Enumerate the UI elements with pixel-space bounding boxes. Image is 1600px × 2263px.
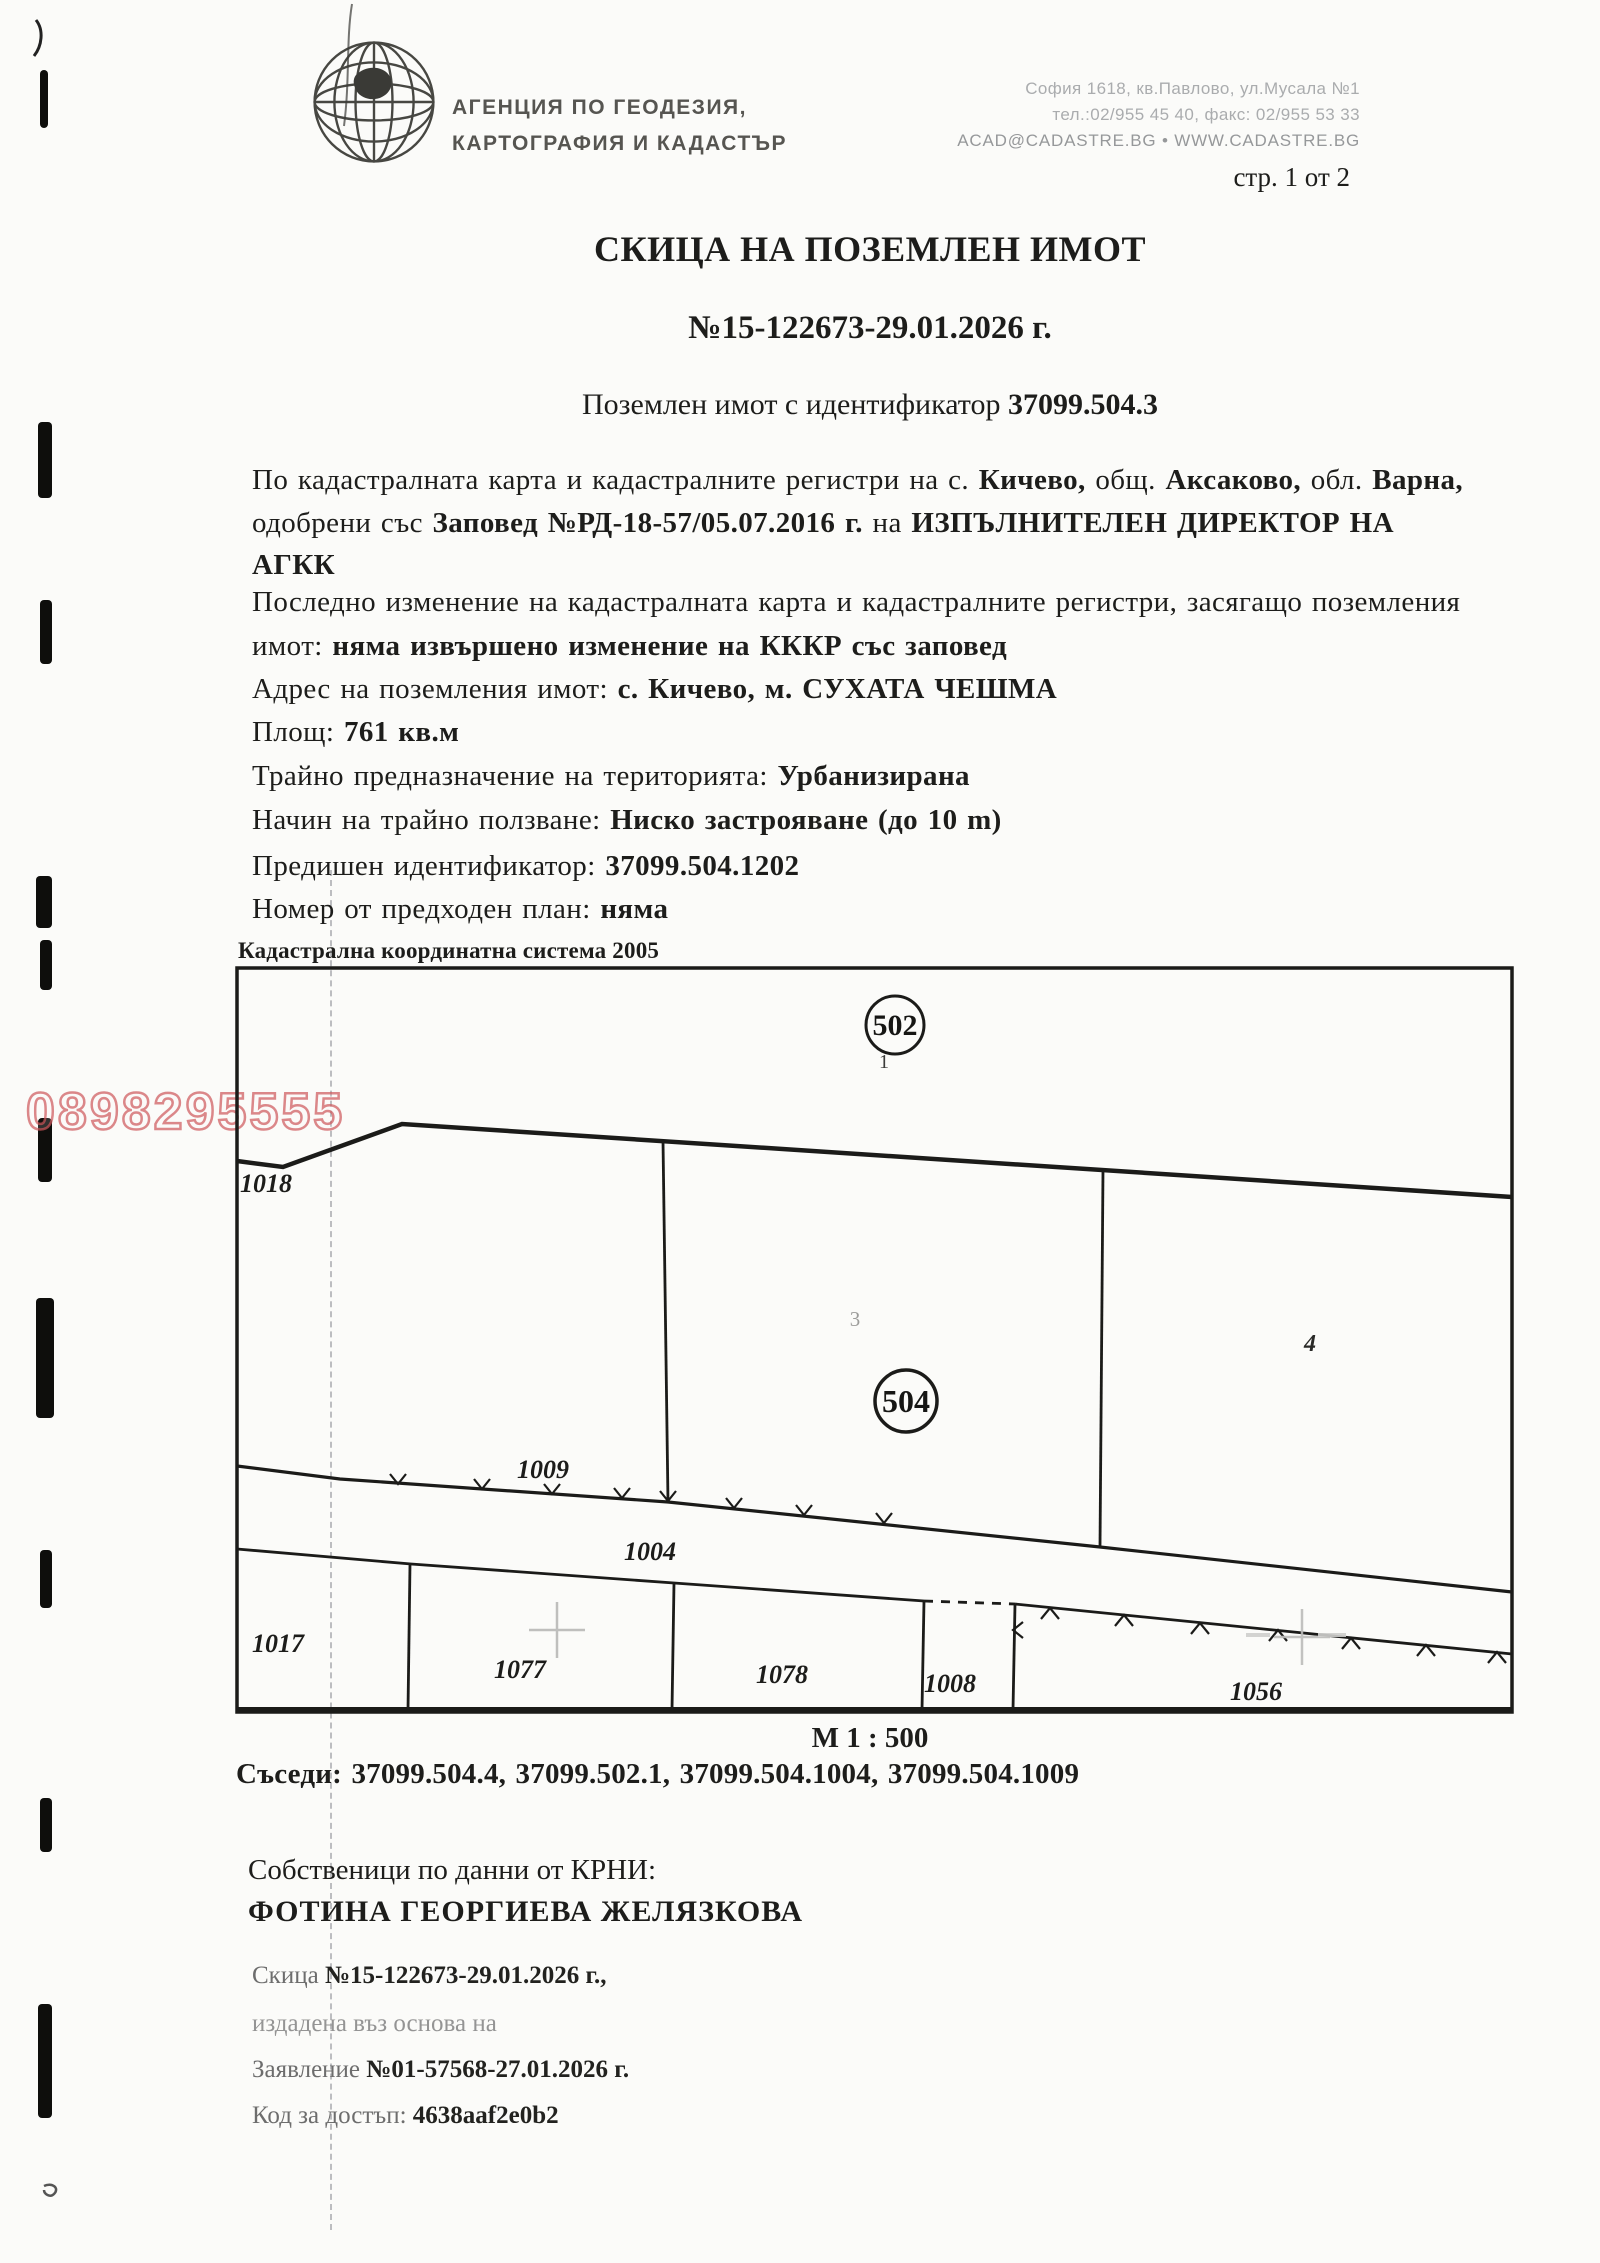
scan-artifact-bar — [36, 1298, 54, 1418]
road-south-edge-dashed — [924, 1601, 1015, 1604]
parcel-504-right-boundary — [1100, 1170, 1103, 1547]
grid-cross — [1246, 1609, 1346, 1665]
boundary-1077-1078 — [672, 1583, 674, 1710]
territory-purpose-value: Урбанизирана — [777, 760, 970, 792]
boundary-1008-right — [1013, 1604, 1015, 1710]
footer-issued-line: издадена въз основа на — [252, 2010, 497, 2037]
body-line-10: Предишен идентификатор: 37099.504.1202 — [252, 850, 800, 882]
document-subtitle — [252, 388, 1488, 422]
parcel-label-1018: 1018 — [240, 1169, 292, 1198]
map-frame — [237, 968, 1512, 1712]
scan-artifact-bar — [40, 70, 48, 128]
region-name: Варна, — [1372, 464, 1464, 496]
previous-identifier-value: 37099.504.1202 — [605, 850, 800, 882]
agency-abbreviation: АГКК — [252, 549, 336, 581]
phone-watermark: 0898295555 — [26, 1083, 346, 1141]
map-coordinate-system-caption: Кадастрална координатна система 2005 — [238, 938, 660, 963]
scan-mark-bottomleft — [40, 2180, 70, 2210]
body-line-8: Трайно предназначение на територията: Урбанизирана — [252, 760, 970, 792]
scan-artifact-bar — [40, 1798, 52, 1852]
parcel-label-1056: 1056 — [1230, 1677, 1282, 1706]
scan-squiggle — [330, 0, 370, 130]
body-line-6: Адрес на поземления имот: с. Кичево, м. СУХАТА ЧЕШМА — [252, 673, 1058, 705]
body-line-5: имот: няма извършено изменение на КККР със заповед — [252, 630, 1008, 662]
parcel-label-1077: 1077 — [494, 1655, 546, 1684]
globe-icon — [308, 36, 440, 168]
usage-type-value: Ниско застрояване (до 10 m) — [610, 804, 1002, 836]
municipality-name: Аксаково, — [1165, 464, 1302, 496]
property-address-value: с. Кичево, м. СУХАТА ЧЕШМА — [617, 673, 1058, 705]
road-north-edge — [237, 1466, 1512, 1592]
address-line1: София 1618, кв.Павлово, ул.Мусала №1 — [1025, 79, 1360, 98]
parcel-label-1009: 1009 — [517, 1455, 569, 1484]
neighbors-line — [236, 1758, 1079, 1791]
fence-ticks-south — [1041, 1608, 1506, 1663]
agency-name-line2: КАРТОГРАФИЯ И КАДАСТЪР — [452, 132, 788, 155]
parcel-label-1008: 1008 — [924, 1669, 976, 1698]
parcel-label-1004: 1004 — [624, 1537, 676, 1566]
scan-artifact-bar — [40, 1550, 52, 1608]
circle-502-label: 502 — [872, 1009, 918, 1042]
north-boundary-line — [237, 1124, 1512, 1197]
order-number: Заповед №РД-18-57/05.07.2016 г. — [432, 507, 863, 539]
grid-cross — [529, 1602, 585, 1658]
road-south-edge-east — [1015, 1604, 1512, 1654]
address-line3: ACAD@CADASTRE.BG • WWW.CADASTRE.BG — [957, 131, 1360, 150]
document-number: №15-122673-29.01.2026 г. — [688, 310, 1052, 346]
application-number: №01-57568-27.01.2026 г. — [366, 2056, 630, 2083]
village-name: Кичево, — [978, 464, 1086, 496]
property-identifier: 37099.504.3 — [1007, 388, 1158, 421]
body-line-1: По кадастралната карта и кадастралните регистри на с. Кичево, общ. Аксаково, обл. Варна, — [252, 464, 1464, 496]
scan-artifact-bar — [38, 422, 52, 498]
parcel-label-1017: 1017 — [252, 1629, 304, 1658]
sketch-number: №15-122673-29.01.2026 г., — [324, 1962, 607, 1989]
map-scale: М 1 : 500 — [811, 1722, 929, 1754]
body-line-9: Начин на трайно ползване: Ниско застрояване (до 10 m) — [252, 804, 1002, 836]
parcel-504-left-boundary — [663, 1141, 668, 1502]
previous-plan-value: няма — [600, 893, 669, 925]
parcel-label-1078: 1078 — [756, 1660, 808, 1689]
agency-address-block — [940, 76, 1360, 154]
body-line-7: Площ: 761 кв.м — [252, 716, 460, 748]
page-indicator: стр. 1 от 2 — [1233, 162, 1350, 192]
neighbors-label: Съседи: — [236, 1758, 352, 1790]
body-line-4: Последно изменение на кадастралната карта и кадастралните регистри, засягащо поземления — [252, 586, 1461, 618]
road-south-edge — [237, 1549, 924, 1601]
owners-heading: Собственици по данни от КРНИ: — [248, 1854, 657, 1886]
owner-name: ФОТИНА ГЕОРГИЕВА ЖЕЛЯЗКОВА — [248, 1895, 804, 1928]
circle-504-label: 504 — [882, 1383, 930, 1419]
area-value: 761 кв.м — [343, 716, 460, 748]
agency-name-line1: АГЕНЦИЯ ПО ГЕОДЕЗИЯ, — [452, 96, 747, 119]
document-title: СКИЦА НА ПОЗЕМЛЕН ИМОТ — [594, 229, 1146, 269]
address-line2: тел.:02/955 45 40, факс: 02/955 53 33 — [1052, 105, 1360, 124]
scan-artifact-bar — [36, 876, 52, 928]
agency-logo — [308, 36, 440, 173]
boundary-1017-1077 — [408, 1564, 410, 1710]
access-code: 4638aaf2e0b2 — [412, 2102, 559, 2129]
circle-502-sub-label: 1 — [879, 1051, 889, 1073]
cadastral-map — [150, 940, 1540, 1740]
neighbors-value: 37099.504.4, 37099.502.1, 37099.504.1004, 37099.504.1009 — [351, 1758, 1080, 1790]
footer-application-line: Заявление №01-57568-27.01.2026 г. — [252, 2056, 630, 2083]
scan-artifact-bar — [40, 940, 52, 990]
body-line-2: одобрени със Заповед №РД-18-57/05.07.2016 г. на ИЗПЪЛНИТЕЛЕН ДИРЕКТОР НА — [252, 507, 1394, 539]
last-change-value: няма извършено изменение на КККР със заповед — [332, 630, 1008, 662]
footer-sketch-line: Скица №15-122673-29.01.2026 г., — [252, 1962, 607, 1989]
body-line-11: Номер от предходен план: няма — [252, 893, 669, 925]
body-line-3 — [252, 549, 335, 582]
footer-access-code-line: Код за достъп: 4638aaf2e0b2 — [252, 2102, 559, 2129]
scan-artifact-bar — [38, 2004, 52, 2118]
scan-mark-topleft — [28, 18, 58, 58]
scan-artifact-bar — [40, 600, 52, 664]
parcel-3-label: 3 — [849, 1307, 861, 1331]
parcel-4-label: 4 — [1304, 1331, 1316, 1357]
fence-ticks-north — [390, 1474, 892, 1523]
subtitle-prefix: Поземлен имот с идентификатор — [582, 388, 1008, 421]
